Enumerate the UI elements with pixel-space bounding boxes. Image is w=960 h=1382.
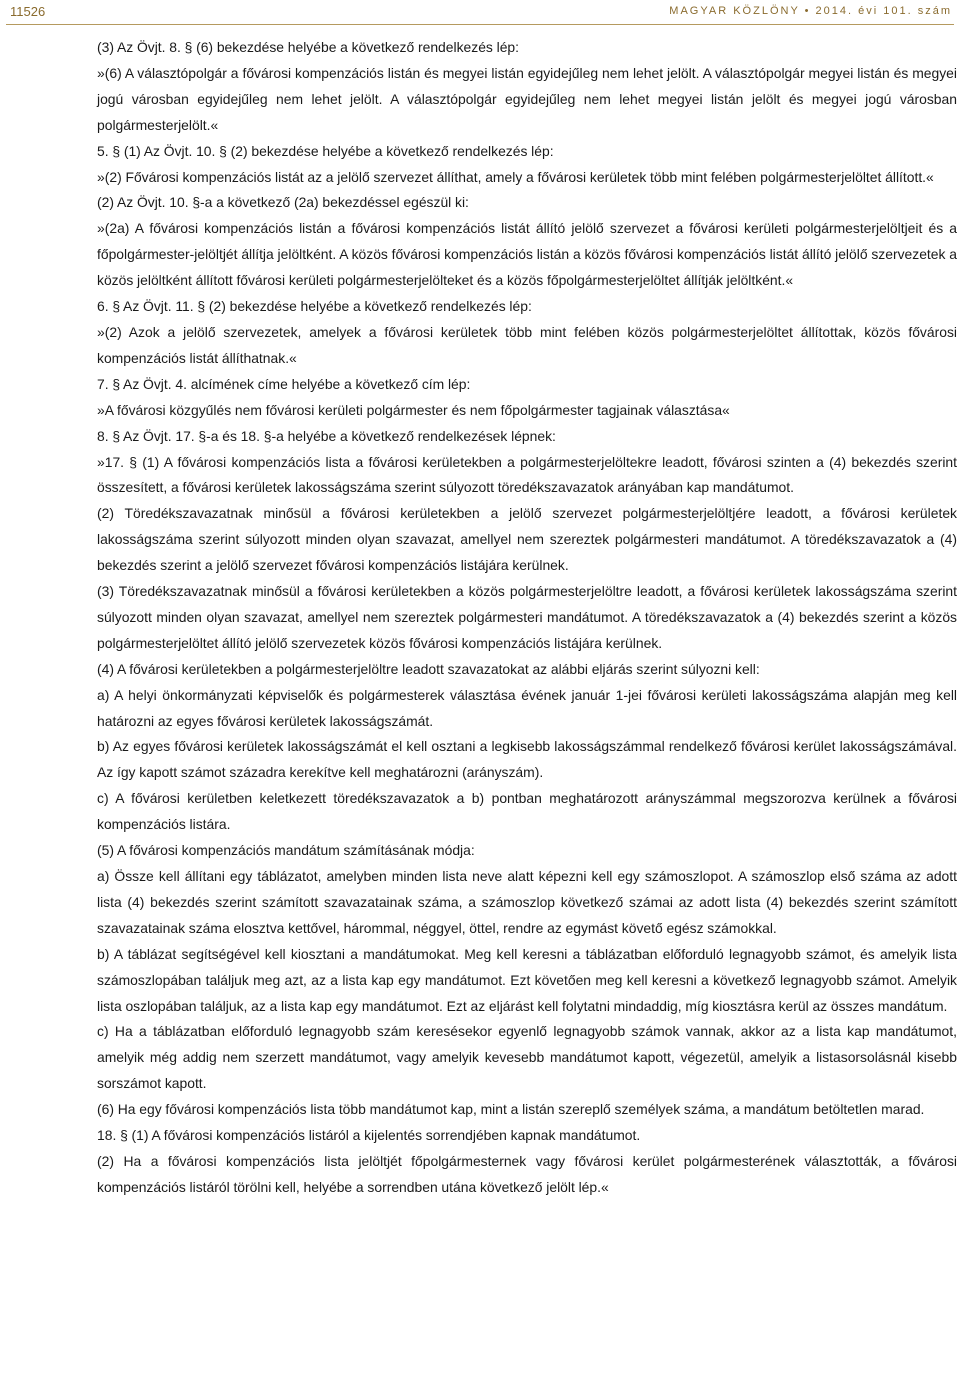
- quoted-paragraph: »(2) Azok a jelölő szervezetek, amelyek a fővárosi kerületek több mint felében közös polgármesterjelöltet állítottak, közös fővárosi kompenzációs listát állíthatnak.«: [97, 323, 957, 366]
- header-divider: [6, 24, 954, 25]
- document-body: [97, 35, 957, 1201]
- paragraph: (2) Az Övjt. 10. §-a a következő (2a) bekezdéssel egészül ki:: [97, 194, 469, 211]
- section-8-heading: 8. § Az Övjt. 17. §-a és 18. §-a helyébe a következő rendelkezések lépnek:: [97, 427, 556, 444]
- paragraph: (4) A fővárosi kerületekben a polgármesterjelöltre leadott szavazatokat az alábbi eljárás szerint súlyozni kell:: [97, 660, 760, 677]
- page-header: [0, 0, 960, 26]
- paragraph: (3) Töredékszavazatnak minősül a fővárosi kerületekben a közös polgármesterjelöltre leadott, a fővárosi kerületek lakosságszáma szerint súlyozott minden olyan szavazat, amellyel nem szereztek polgármesteri mandátumot. A töredékszavazatok a (4) bekezdés szerint a közös polgármesterjelöltet állító jelölő szervezetek közös fővárosi kompenzációs listájára kerülnek.: [97, 583, 957, 651]
- quoted-paragraph: »17. § (1) A fővárosi kompenzációs lista a fővárosi kerületekben a polgármesterjelöltekre leadott, fővárosi szinten a (4) bekezdés szerint összesített, a fővárosi kerületek lakosságszáma szerint súlyozott töredékszavazatok arányában kap mandátumot.: [97, 453, 957, 496]
- paragraph: (5) A fővárosi kompenzációs mandátum számításának módja:: [97, 842, 475, 859]
- page-number: 11526: [10, 4, 46, 19]
- list-item: c) Ha a táblázatban előforduló legnagyobb szám keresésekor egyenlő legnagyobb számok vannak, akkor az a lista kap mandátumot, amelyik még addig nem szerzett mandátumot, vagy amelyik kevesebb mandátumot kapott, végezetül, amelyik a listasorsolásnál kisebb sorszámot kapott.: [97, 1023, 957, 1092]
- section-6-heading: 6. § Az Övjt. 11. § (2) bekezdése helyébe a következő rendelkezés lép:: [97, 298, 532, 315]
- paragraph: (2) Töredékszavazatnak minősül a fővárosi kerületekben a jelölő szervezet polgármesterjelöltjére leadott, a fővárosi kerületek lakosságszáma szerint súlyozott minden olyan szavazat, amellyel nem szereztek polgármesteri mandátumot. A töredékszavazatok a (4) bekezdés szerint a jelölő szervezet fővárosi kompenzációs listájára kerülnek.: [97, 505, 957, 574]
- quoted-paragraph: »A fővárosi közgyűlés nem fővárosi kerületi polgármester és nem főpolgármester tagjainak választása«: [97, 401, 730, 418]
- quoted-paragraph: »(6) A választópolgár a fővárosi kompenzációs listán és megyei listán egyidejűleg nem lehet jelölt. A választópolgár megyei listán és megyei jogú városban egyidejűleg nem lehet jelölt. A választópolgár egyidejűleg nem lehet megyei listán jelölt és megyei jogú városban polgármesterjelölt.«: [97, 64, 957, 133]
- paragraph: (3) Az Övjt. 8. § (6) bekezdése helyébe a következő rendelkezés lép:: [97, 39, 520, 55]
- paragraph: 18. § (1) A fővárosi kompenzációs listáról a kijelentés sorrendjében kapnak mandátumot.: [97, 1127, 641, 1144]
- section-5-heading: 5. § (1) Az Övjt. 10. § (2) bekezdése helyébe a következő rendelkezés lép:: [97, 142, 554, 159]
- list-item: c) A fővárosi kerületben keletkezett töredékszavazatok a b) pontban meghatározott arányszámmal megszorozva kerülnek a fővárosi kompenzációs listára.: [97, 790, 957, 833]
- paragraph: (6) Ha egy fővárosi kompenzációs lista több mandátumot kap, mint a listán szereplő személyek száma, a mandátum betöltetlen marad.: [97, 1101, 925, 1118]
- quoted-paragraph: »(2a) A fővárosi kompenzációs listán a fővárosi kompenzációs listát állító jelölő szervezet a fővárosi kerületi polgármesterjelöltjeit és a főpolgármester-jelöltjét állítja jelöltként. A közös fővárosi kompenzációs listán a közös fővárosi kompenzációs listát állító jelölő szervezetek a közös jelöltként állított fővárosi kerületi polgármesterjelölteket és a közös főpolgármesterjelöltet állítják jelöltként.«: [97, 220, 957, 289]
- list-item: b) A táblázat segítségével kell kiosztani a mandátumokat. Meg kell keresni a táblázatban előforduló legnagyobb számot, és amelyik lista számoszlopában találjuk meg azt, az a lista kap egy mandátumot. Ezt követően meg kell keresni a következő legnagyobb számot. Amelyik lista oszlopában találjuk, az a lista kap egy mandátumot. Ezt az eljárást kell folytatni mindaddig, míg kiosztásra kerül az összes mandátum.: [97, 945, 957, 1014]
- list-item: a) A helyi önkormányzati képviselők és polgármesterek választása évének január 1-jei fővárosi kerületi lakosságszáma alapján meg kell határozni az egyes fővárosi kerületek lakosságszámát.: [97, 686, 957, 729]
- quoted-paragraph: »(2) Fővárosi kompenzációs listát az a jelölő szervezet állíthat, amely a fővárosi kerületek több mint felében polgármesterjelöltet állított.«: [97, 168, 934, 185]
- list-item: b) Az egyes fővárosi kerületek lakosságszámát el kell osztani a legkisebb lakosságszámmal rendelkező fővárosi kerület lakosságszámával. Az így kapott számot századra kerekítve kell meghatározni (arányszám).: [97, 738, 957, 781]
- section-7-heading: 7. § Az Övjt. 4. alcímének címe helyébe a következő cím lép:: [97, 375, 471, 392]
- list-item: a) Össze kell állítani egy táblázatot, amelyben minden lista neve alatt képezni kell egy számoszlopot. A számoszlop első száma az adott lista (4) bekezdés szerint számított szavazatainak száma, a számoszlop következő számai az adott lista (4) bekezdés szerint számított szavazatainak száma elosztva kettővel, hárommal, néggyel, öttel, rendre az egymást követő egész számokkal.: [97, 868, 957, 936]
- running-head: MAGYAR KÖZLÖNY • 2014. évi 101. szám: [669, 5, 952, 17]
- paragraph: (2) Ha a fővárosi kompenzációs lista jelöltjét főpolgármesternek vagy fővárosi kerület polgármesterének választották, a fővárosi kompenzációs listáról törölni kell, helyébe a sorrendben utána következő jelölt lép.«: [97, 1152, 957, 1195]
